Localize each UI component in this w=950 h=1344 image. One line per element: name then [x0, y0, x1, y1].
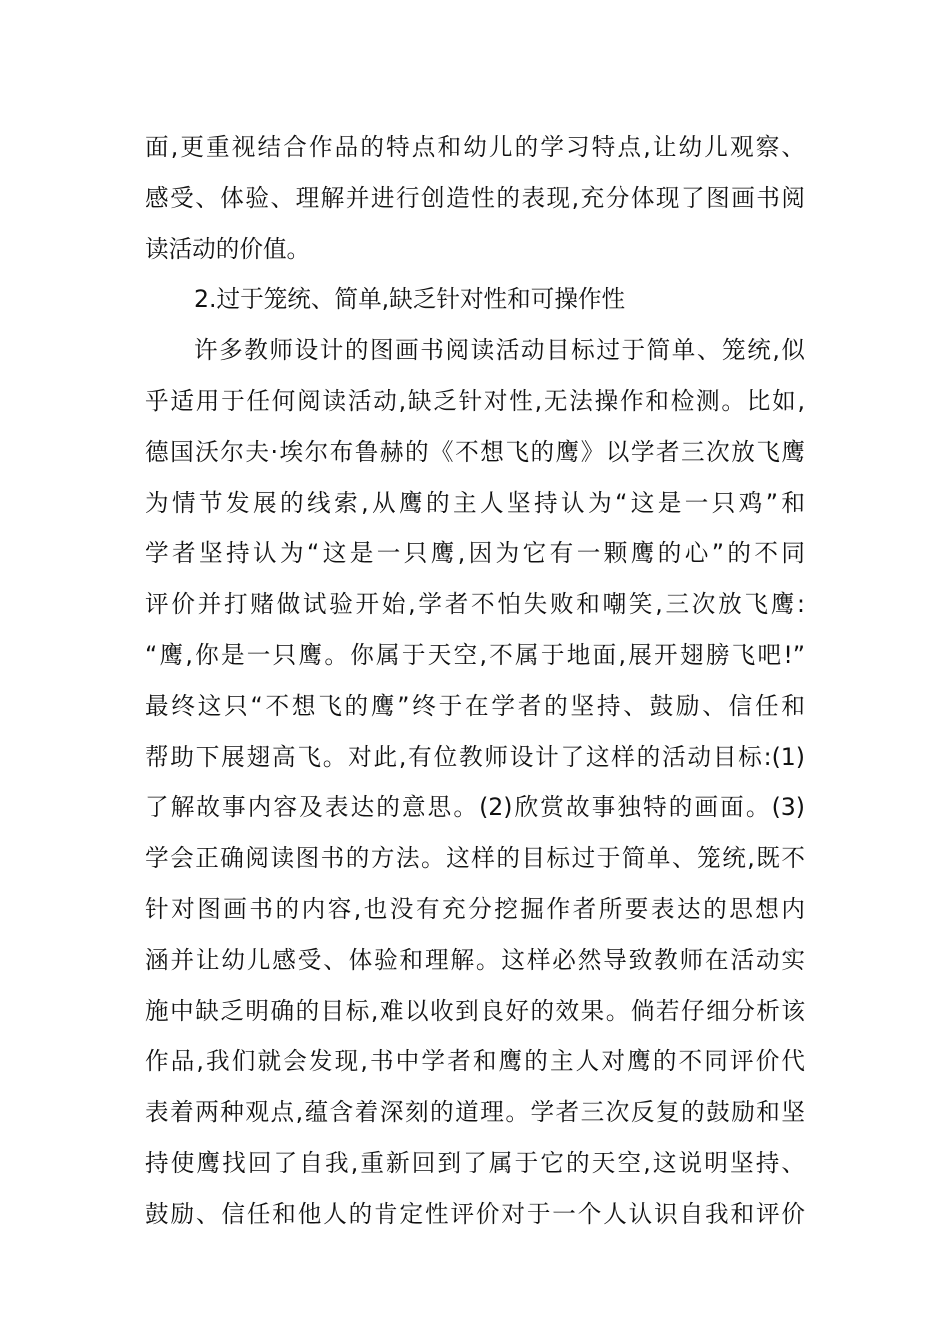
- text-line: 感受、体验、理解并进行创造性的表现,充分体现了图画书阅: [145, 183, 805, 212]
- text-line: 帮助下展翅高飞。对此,有位教师设计了这样的活动目标:(1): [145, 742, 805, 771]
- text-line: 德国沃尔夫·埃尔布鲁赫的《不想飞的鹰》以学者三次放飞鹰: [145, 437, 805, 466]
- text-line: 读活动的价值。: [145, 234, 311, 263]
- text-line: 涵并让幼儿感受、体验和理解。这样必然导致教师在活动实: [145, 945, 805, 974]
- text-line: 学者坚持认为“这是一只鹰,因为它有一颗鹰的心”的不同: [145, 539, 805, 568]
- text-line: 持使鹰找回了自我,重新回到了属于它的天空,这说明坚持、: [145, 1148, 805, 1177]
- text-line: 鼓励、信任和他人的肯定性评价对于一个人认识自我和评价: [145, 1199, 805, 1228]
- text-line: 最终这只“不想飞的鹰”终于在学者的坚持、鼓励、信任和: [145, 691, 805, 720]
- text-line: 评价并打赌做试验开始,学者不怕失败和嘲笑,三次放飞鹰:: [145, 590, 805, 619]
- text-line: 许多教师设计的图画书阅读活动目标过于简单、笼统,似: [194, 336, 805, 365]
- text-line: “鹰,你是一只鹰。你属于天空,不属于地面,展开翅膀飞吧!”: [145, 640, 805, 669]
- text-line: 施中缺乏明确的目标,难以收到良好的效果。倘若仔细分析该: [145, 996, 805, 1025]
- document-body: [145, 122, 805, 1240]
- text-line: 乎适用于任何阅读活动,缺乏针对性,无法操作和检测。比如,: [145, 386, 805, 415]
- text-line: 作品,我们就会发现,书中学者和鹰的主人对鹰的不同评价代: [145, 1047, 805, 1076]
- text-line: 表着两种观点,蕴含着深刻的道理。学者三次反复的鼓励和坚: [145, 1098, 805, 1127]
- text-line: 为情节发展的线索,从鹰的主人坚持认为“这是一只鸡”和: [145, 488, 805, 517]
- text-line: 面,更重视结合作品的特点和幼儿的学习特点,让幼儿观察、: [145, 133, 805, 161]
- text-line: 学会正确阅读图书的方法。这样的目标过于简单、笼统,既不: [145, 844, 805, 873]
- text-line: 了解故事内容及表达的意思。(2)欣赏故事独特的画面。(3): [145, 793, 805, 822]
- section-heading: 2.过于笼统、简单,缺乏针对性和可操作性: [194, 285, 626, 314]
- text-line: 针对图画书的内容,也没有充分挖掘作者所要表达的思想内: [145, 894, 805, 923]
